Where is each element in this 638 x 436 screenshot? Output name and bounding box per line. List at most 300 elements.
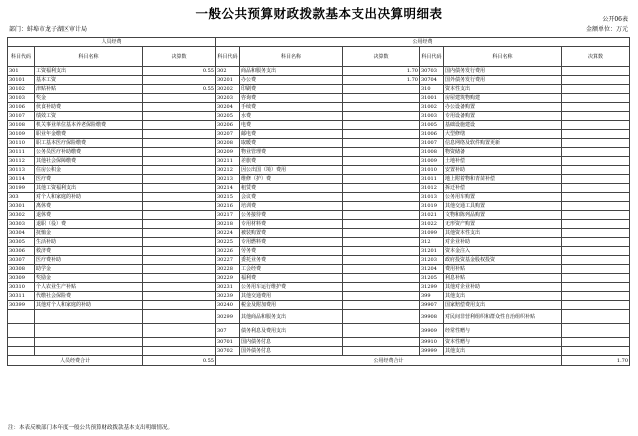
amount-cell xyxy=(143,292,216,301)
code-cell: 307 xyxy=(216,324,240,338)
name-cell: 经常性赠与 xyxy=(444,324,562,338)
name-cell: 被装购置费 xyxy=(240,229,343,238)
department-label: 部门：蚌埠市龙子湖区审计局 xyxy=(9,26,88,33)
name-cell: 劳务费 xyxy=(240,247,343,256)
code-cell: 30112 xyxy=(8,157,35,166)
amount-cell xyxy=(562,274,630,283)
code-cell: 30215 xyxy=(216,193,240,202)
amount-cell xyxy=(343,148,420,157)
code-cell: 30311 xyxy=(8,292,35,301)
code-cell: 31019 xyxy=(420,202,444,211)
code-cell: 30304 xyxy=(8,229,35,238)
header-row-groups xyxy=(8,38,630,47)
amount-cell xyxy=(562,166,630,175)
amount-cell xyxy=(343,130,420,139)
amount-cell xyxy=(343,166,420,175)
code-cell: 30308 xyxy=(8,265,35,274)
amount-cell xyxy=(343,94,420,103)
table-row xyxy=(8,292,630,301)
name-cell: 手续费 xyxy=(240,103,343,112)
code-cell: 39999 xyxy=(420,347,444,356)
code-cell: 30206 xyxy=(216,121,240,130)
code-cell: 30106 xyxy=(8,103,35,112)
name-cell: 其他交通工具购置 xyxy=(444,202,562,211)
public-total-value: 1.70 xyxy=(562,356,630,366)
code-cell: 31010 xyxy=(420,166,444,175)
code-cell: 30214 xyxy=(216,184,240,193)
name-cell: 利息补贴 xyxy=(444,274,562,283)
code-cell: 30212 xyxy=(216,166,240,175)
name-cell: 基本工资 xyxy=(35,76,143,85)
code-cell: 30205 xyxy=(216,112,240,121)
amount-cell xyxy=(143,347,216,356)
amount-cell xyxy=(562,338,630,347)
code-cell: 30207 xyxy=(216,130,240,139)
page-title: 一般公共预算财政拨款基本支出决算明细表 xyxy=(195,6,443,21)
code-cell: 30202 xyxy=(216,85,240,94)
table-row xyxy=(8,247,630,256)
name-cell: 公务用车购置 xyxy=(444,193,562,202)
table-row xyxy=(8,211,630,220)
table-row xyxy=(8,76,630,85)
amount-cell xyxy=(343,347,420,356)
amount-cell xyxy=(343,184,420,193)
code-cell: 30227 xyxy=(216,256,240,265)
name-cell: 医疗费补助 xyxy=(35,256,143,265)
name-cell: 其他交通费用 xyxy=(240,292,343,301)
amount-cell xyxy=(562,229,630,238)
code-cell: 30218 xyxy=(216,220,240,229)
code-cell: 30217 xyxy=(216,211,240,220)
amount-cell xyxy=(562,193,630,202)
name-cell: 基础设施建设 xyxy=(444,121,562,130)
table-row xyxy=(8,220,630,229)
code-cell xyxy=(8,338,35,347)
name-cell: 资本金注入 xyxy=(444,247,562,256)
name-cell: 房屋建筑物购建 xyxy=(444,94,562,103)
table-row xyxy=(8,148,630,157)
amount-cell xyxy=(143,166,216,175)
name-cell: 办公设备购置 xyxy=(444,103,562,112)
name-cell: 专用材料费 xyxy=(240,220,343,229)
name-cell: 工会经费 xyxy=(240,265,343,274)
amount-cell xyxy=(562,148,630,157)
code-cell: 31099 xyxy=(420,229,444,238)
amount-cell xyxy=(343,324,420,338)
name-cell xyxy=(35,324,143,338)
amount-cell xyxy=(143,121,216,130)
code-header: 科目代码 xyxy=(420,47,444,67)
name-cell: 国内债务发行费用 xyxy=(444,67,562,76)
name-cell: 安置补助 xyxy=(444,166,562,175)
table-row xyxy=(8,347,630,356)
code-cell: 30306 xyxy=(8,247,35,256)
totals-row xyxy=(8,356,630,366)
name-cell: 公务员医疗补助缴费 xyxy=(35,148,143,157)
name-cell: 维修（护）费 xyxy=(240,175,343,184)
code-cell: 30110 xyxy=(8,139,35,148)
table-row xyxy=(8,175,630,184)
name-cell: 住房公积金 xyxy=(35,166,143,175)
amount-cell xyxy=(343,310,420,324)
amount-cell xyxy=(343,157,420,166)
table-row xyxy=(8,324,630,338)
amount-cell: 1.70 xyxy=(343,67,420,76)
amount-cell xyxy=(343,283,420,292)
amount-cell xyxy=(562,76,630,85)
name-cell: 奖金 xyxy=(35,94,143,103)
name-cell: 绩效工资 xyxy=(35,112,143,121)
name-cell: 对个人和家庭的补助 xyxy=(35,193,143,202)
name-cell: 水费 xyxy=(240,112,343,121)
name-cell xyxy=(35,310,143,324)
amount-cell xyxy=(143,112,216,121)
personnel-group-header: 人员经费 xyxy=(8,38,216,47)
table-row xyxy=(8,157,630,166)
amount-cell xyxy=(143,338,216,347)
public-group-header: 公用经费 xyxy=(216,38,630,47)
amount-cell xyxy=(343,211,420,220)
table-row xyxy=(8,139,630,148)
name-cell: 电费 xyxy=(240,121,343,130)
code-cell: 30213 xyxy=(216,175,240,184)
code-cell: 30305 xyxy=(8,238,35,247)
name-cell: 商品和服务支出 xyxy=(240,67,343,76)
name-cell: 资本性支出 xyxy=(444,85,562,94)
personnel-total-label: 人员经费合计 xyxy=(8,356,143,366)
code-cell: 31204 xyxy=(420,265,444,274)
name-cell: 大型修缮 xyxy=(444,130,562,139)
code-cell: 31011 xyxy=(420,175,444,184)
code-cell: 302 xyxy=(216,67,240,76)
amount-cell xyxy=(143,265,216,274)
code-cell: 31022 xyxy=(420,220,444,229)
amount-cell xyxy=(143,220,216,229)
code-cell: 30225 xyxy=(216,238,240,247)
name-cell: 国外债务付息 xyxy=(240,347,343,356)
name-cell: 办公费 xyxy=(240,76,343,85)
amount-cell xyxy=(143,175,216,184)
name-cell: 代缴社会保险费 xyxy=(35,292,143,301)
code-cell: 30208 xyxy=(216,139,240,148)
amount-cell xyxy=(562,85,630,94)
code-cell: 39909 xyxy=(420,324,444,338)
name-cell: 奖励金 xyxy=(35,274,143,283)
amount-cell xyxy=(562,112,630,121)
amount-cell xyxy=(143,229,216,238)
name-cell xyxy=(35,338,143,347)
amount-header: 决算数 xyxy=(562,47,630,67)
name-cell: 工资福利支出 xyxy=(35,67,143,76)
table-row xyxy=(8,121,630,130)
amount-cell xyxy=(562,202,630,211)
code-cell: 30111 xyxy=(8,148,35,157)
code-cell: 30109 xyxy=(8,130,35,139)
name-cell: 公务接待费 xyxy=(240,211,343,220)
name-cell: 伙食补助费 xyxy=(35,103,143,112)
amount-cell xyxy=(562,256,630,265)
name-cell: 土地补偿 xyxy=(444,157,562,166)
amount-cell xyxy=(343,193,420,202)
amount-cell xyxy=(143,274,216,283)
name-cell: 税金及附加费用 xyxy=(240,301,343,310)
amount-cell: 0.55 xyxy=(143,67,216,76)
name-cell: 邮电费 xyxy=(240,130,343,139)
name-cell: 公务用车运行维护费 xyxy=(240,283,343,292)
name-cell: 国外债务发行费用 xyxy=(444,76,562,85)
name-cell: 专用燃料费 xyxy=(240,238,343,247)
amount-cell xyxy=(143,283,216,292)
amount-cell xyxy=(143,157,216,166)
code-cell: 30204 xyxy=(216,103,240,112)
amount-cell xyxy=(143,238,216,247)
code-cell: 30299 xyxy=(216,310,240,324)
name-cell: 培训费 xyxy=(240,202,343,211)
footnote: 注：本表反映部门本年度一般公共预算财政拨款基本支出明细情况。 xyxy=(8,425,174,431)
name-cell: 差旅费 xyxy=(240,157,343,166)
code-header: 科目代码 xyxy=(216,47,240,67)
name-cell: 资本性赠与 xyxy=(444,338,562,347)
amount-cell xyxy=(343,202,420,211)
code-cell: 30226 xyxy=(216,247,240,256)
amount-cell xyxy=(343,85,420,94)
code-cell: 30209 xyxy=(216,148,240,157)
amount-cell xyxy=(343,238,420,247)
amount-cell xyxy=(143,256,216,265)
name-cell: 取暖费 xyxy=(240,139,343,148)
code-cell: 30703 xyxy=(420,67,444,76)
code-cell: 30303 xyxy=(8,220,35,229)
name-cell xyxy=(35,347,143,356)
code-cell: 39908 xyxy=(420,310,444,324)
table-row xyxy=(8,166,630,175)
code-cell: 30310 xyxy=(8,283,35,292)
amount-cell xyxy=(343,274,420,283)
code-cell: 30108 xyxy=(8,121,35,130)
amount-cell xyxy=(143,324,216,338)
name-header: 科目名称 xyxy=(240,47,343,67)
code-cell: 31005 xyxy=(420,121,444,130)
name-header: 科目名称 xyxy=(35,47,143,67)
code-cell: 31012 xyxy=(420,184,444,193)
name-cell: 离休费 xyxy=(35,202,143,211)
amount-cell xyxy=(562,139,630,148)
name-cell: 会议费 xyxy=(240,193,343,202)
code-cell: 30309 xyxy=(8,274,35,283)
name-cell: 国内债务付息 xyxy=(240,338,343,347)
table-row xyxy=(8,202,630,211)
table-row xyxy=(8,283,630,292)
table-row xyxy=(8,301,630,310)
code-cell: 31007 xyxy=(420,139,444,148)
name-cell: 退休费 xyxy=(35,211,143,220)
code-cell: 30701 xyxy=(216,338,240,347)
code-cell xyxy=(8,324,35,338)
public-total-label: 公用经费合计 xyxy=(216,356,562,366)
code-cell: 30231 xyxy=(216,283,240,292)
code-cell: 30103 xyxy=(8,94,35,103)
code-cell: 31008 xyxy=(420,148,444,157)
name-cell: 津贴补贴 xyxy=(35,85,143,94)
amount-cell xyxy=(562,211,630,220)
amount-header: 决算数 xyxy=(143,47,216,67)
name-cell: 其他支出 xyxy=(444,347,562,356)
amount-cell xyxy=(143,139,216,148)
table-row xyxy=(8,238,630,247)
name-cell: 拆迁补偿 xyxy=(444,184,562,193)
code-cell: 39907 xyxy=(420,301,444,310)
code-cell: 30102 xyxy=(8,85,35,94)
name-cell: 国家赔偿费用支出 xyxy=(444,301,562,310)
amount-header: 决算数 xyxy=(343,47,420,67)
table-row xyxy=(8,85,630,94)
amount-cell xyxy=(143,202,216,211)
amount-cell xyxy=(562,121,630,130)
name-cell: 物业管理费 xyxy=(240,148,343,157)
code-cell: 31201 xyxy=(420,247,444,256)
code-cell: 31205 xyxy=(420,274,444,283)
code-cell: 30240 xyxy=(216,301,240,310)
amount-cell: 0.55 xyxy=(143,85,216,94)
amount-cell xyxy=(143,247,216,256)
amount-cell xyxy=(343,220,420,229)
code-cell: 31001 xyxy=(420,94,444,103)
amount-cell xyxy=(343,121,420,130)
amount-cell xyxy=(143,76,216,85)
code-cell: 30113 xyxy=(8,166,35,175)
amount-cell xyxy=(562,247,630,256)
name-cell: 地上附着物和青苗补偿 xyxy=(444,175,562,184)
amount-cell xyxy=(562,238,630,247)
code-cell: 30704 xyxy=(420,76,444,85)
code-cell: 30302 xyxy=(8,211,35,220)
code-cell: 30399 xyxy=(8,301,35,310)
name-cell: 职工基本医疗保险缴费 xyxy=(35,139,143,148)
amount-cell xyxy=(562,265,630,274)
table-row xyxy=(8,130,630,139)
table-row xyxy=(8,274,630,283)
code-cell: 30211 xyxy=(216,157,240,166)
name-header: 科目名称 xyxy=(444,47,562,67)
code-cell: 39910 xyxy=(420,338,444,347)
code-cell: 30107 xyxy=(8,112,35,121)
name-cell: 退职（役）费 xyxy=(35,220,143,229)
amount-cell xyxy=(562,301,630,310)
code-cell: 399 xyxy=(420,292,444,301)
amount-cell xyxy=(343,301,420,310)
code-cell: 312 xyxy=(420,238,444,247)
table-row xyxy=(8,338,630,347)
name-cell: 物资储备 xyxy=(444,148,562,157)
code-cell: 31203 xyxy=(420,256,444,265)
name-cell: 咨询费 xyxy=(240,94,343,103)
amount-cell xyxy=(562,347,630,356)
amount-cell xyxy=(343,338,420,347)
name-cell: 政府投资基金股权投资 xyxy=(444,256,562,265)
code-cell: 303 xyxy=(8,193,35,202)
amount-cell xyxy=(562,175,630,184)
name-cell: 其他支出 xyxy=(444,292,562,301)
name-cell: 无形资产购置 xyxy=(444,220,562,229)
name-cell: 信息网络及软件购置更新 xyxy=(444,139,562,148)
table-row xyxy=(8,67,630,76)
table-row xyxy=(8,94,630,103)
code-cell: 310 xyxy=(420,85,444,94)
table-row xyxy=(8,193,630,202)
code-cell: 30201 xyxy=(216,76,240,85)
code-cell: 30199 xyxy=(8,184,35,193)
code-cell: 30307 xyxy=(8,256,35,265)
amount-cell xyxy=(143,184,216,193)
amount-cell xyxy=(562,103,630,112)
name-cell: 生活补助 xyxy=(35,238,143,247)
amount-cell xyxy=(562,292,630,301)
name-cell: 专用设备购置 xyxy=(444,112,562,121)
code-cell: 30216 xyxy=(216,202,240,211)
amount-cell xyxy=(143,130,216,139)
amount-cell xyxy=(562,157,630,166)
amount-cell xyxy=(343,229,420,238)
code-cell: 31002 xyxy=(420,103,444,112)
name-cell: 费用补贴 xyxy=(444,265,562,274)
code-cell: 30224 xyxy=(216,229,240,238)
code-cell: 30301 xyxy=(8,202,35,211)
amount-cell xyxy=(562,94,630,103)
name-cell: 对企业补助 xyxy=(444,238,562,247)
unit-label: 金额单位：万元 xyxy=(585,26,628,33)
personnel-total-value: 0.55 xyxy=(143,356,216,366)
table-row xyxy=(8,310,630,324)
name-cell: 租赁费 xyxy=(240,184,343,193)
name-cell: 债务利息及费用支出 xyxy=(240,324,343,338)
name-cell: 职业年金缴费 xyxy=(35,130,143,139)
amount-cell xyxy=(343,112,420,121)
name-cell: 对民间非营利组织和群众性自治组织补贴 xyxy=(444,310,562,324)
code-cell: 30228 xyxy=(216,265,240,274)
name-cell: 其他社会保障缴费 xyxy=(35,157,143,166)
table-row xyxy=(8,229,630,238)
code-cell: 31009 xyxy=(420,157,444,166)
code-cell: 30702 xyxy=(216,347,240,356)
name-cell: 其他资本性支出 xyxy=(444,229,562,238)
name-cell: 委托业务费 xyxy=(240,256,343,265)
name-cell: 医疗费 xyxy=(35,175,143,184)
name-cell: 其他商品和服务支出 xyxy=(240,310,343,324)
code-cell xyxy=(8,347,35,356)
amount-cell xyxy=(343,256,420,265)
amount-cell xyxy=(343,103,420,112)
name-cell: 其他工资福利支出 xyxy=(35,184,143,193)
amount-cell xyxy=(143,148,216,157)
code-cell: 31003 xyxy=(420,112,444,121)
table-row xyxy=(8,256,630,265)
code-cell: 30101 xyxy=(8,76,35,85)
code-cell: 301 xyxy=(8,67,35,76)
amount-cell xyxy=(143,193,216,202)
header-row-columns xyxy=(8,47,630,67)
amount-cell xyxy=(562,67,630,76)
amount-cell xyxy=(343,247,420,256)
amount-cell xyxy=(562,324,630,338)
amount-cell xyxy=(562,220,630,229)
code-cell: 31006 xyxy=(420,130,444,139)
code-cell xyxy=(8,310,35,324)
code-cell: 30203 xyxy=(216,94,240,103)
code-cell: 31299 xyxy=(420,283,444,292)
name-cell: 其他对企业补助 xyxy=(444,283,562,292)
amount-cell xyxy=(143,94,216,103)
amount-cell: 1.70 xyxy=(343,76,420,85)
